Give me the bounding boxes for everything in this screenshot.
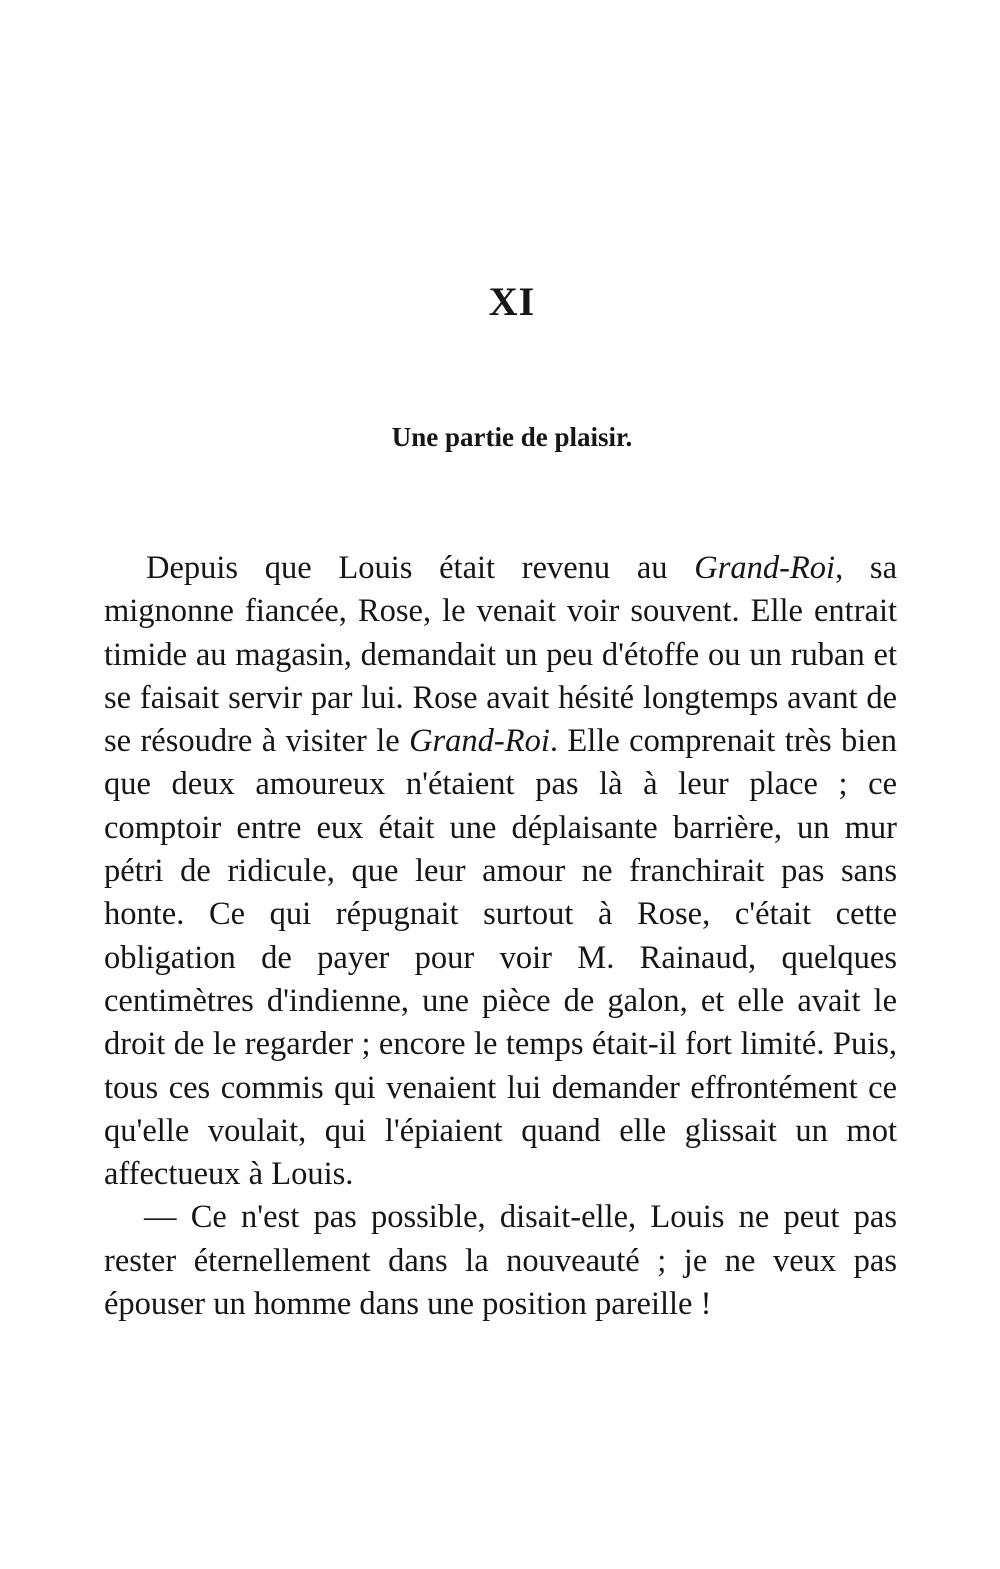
- text-segment: . Elle comprenait très bien que deux amoureux n'étaient pas là à leur place ; ce comptoir entre eux était une déplaisante barrière, un mur pétri de ridicule, que leur amour ne franchirait pas sans honte. Ce qui répugnait surtout à Rose, c'était cette obligation de payer pour voir M. Rainaud, quelques centimètres d'indienne, une pièce de galon, et elle avait le droit de le regarder ; encore le temps était-il fort limité. Puis, tous ces commis qui venaient lui demander effrontément ce qu'elle voulait, qui l'épiaient quand elle glissait un mot affectueux à Louis.: [104, 723, 897, 1193]
- italic-place-name: Grand-Roi: [694, 550, 836, 586]
- chapter-title: Une partie de plaisir.: [391, 422, 633, 452]
- text-segment: Depuis que Louis était revenu au: [146, 550, 695, 586]
- italic-place-name: Grand-Roi: [409, 723, 550, 760]
- chapter-number: XI: [488, 279, 536, 324]
- paragraph: [104, 547, 897, 1196]
- text-segment: , sa mignonne fiancée, Rose, le venait voir souvent. Elle entrait timide au magasin, demandait un peu d'étoffe ou un ruban et se faisait servir par lui. Rose avait hésité longtemps avant de se résoudre à visiter le: [104, 550, 897, 760]
- dialogue-paragraph: — Ce n'est pas possible, disait-elle, Louis ne peut pas rester éternellement dans la nouveauté ; je ne veux pas épouser un homme dans une position pareille !: [104, 1199, 897, 1323]
- chapter-body: [104, 547, 897, 1326]
